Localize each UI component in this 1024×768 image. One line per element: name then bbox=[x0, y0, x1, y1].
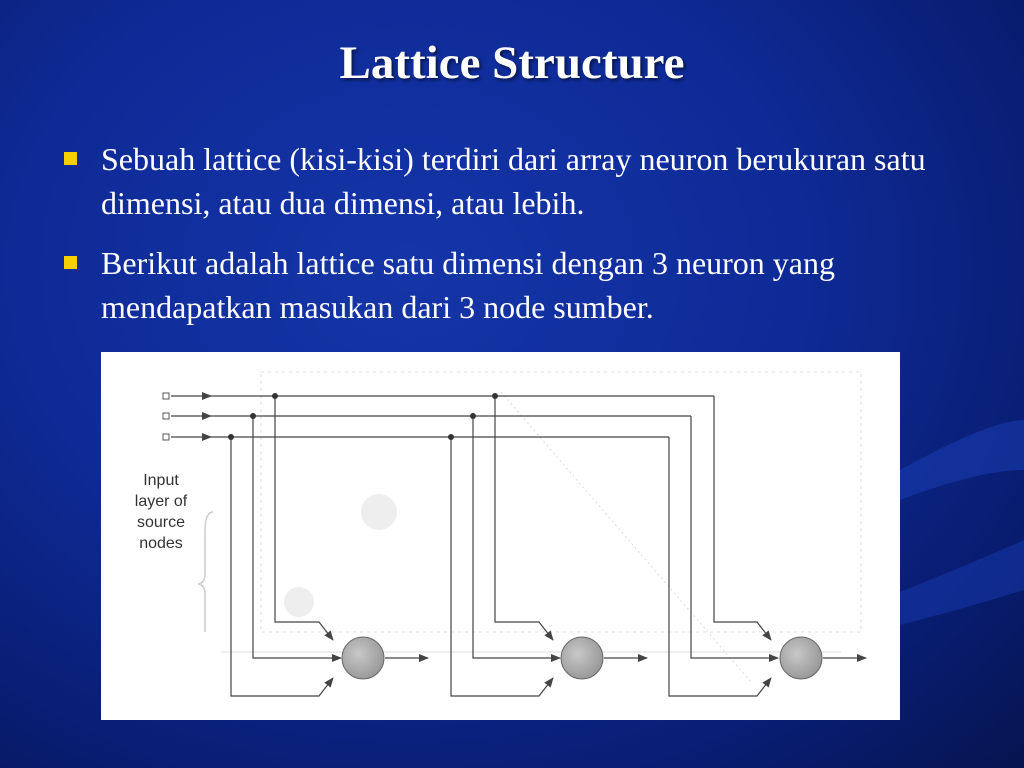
source-node bbox=[163, 393, 169, 399]
source-node bbox=[163, 413, 169, 419]
faint-background-marks bbox=[221, 372, 861, 682]
neuron bbox=[342, 637, 384, 679]
label-line: source bbox=[136, 514, 186, 531]
source-nodes bbox=[163, 393, 169, 440]
neuron bbox=[780, 637, 822, 679]
lattice-diagram-svg bbox=[101, 352, 900, 720]
input-layer-label bbox=[119, 470, 203, 554]
label-line: layer of bbox=[134, 493, 188, 510]
square-bullet-icon bbox=[64, 256, 77, 269]
label-line: nodes bbox=[139, 535, 183, 552]
square-bullet-icon bbox=[64, 152, 77, 165]
bullet-list bbox=[62, 137, 962, 345]
bullet-item bbox=[62, 137, 962, 225]
source-node bbox=[163, 434, 169, 440]
connection-lines bbox=[211, 396, 778, 696]
input-arrows bbox=[171, 396, 211, 437]
neuron bbox=[561, 637, 603, 679]
bullet-text: Sebuah lattice (kisi-kisi) terdiri dari array neuron berukuran satu dimensi, atau dua dimensi, atau lebih. bbox=[101, 141, 926, 221]
lattice-diagram bbox=[101, 352, 900, 720]
slide-title: Lattice Structure bbox=[339, 37, 685, 89]
bullet-text: Berikut adalah lattice satu dimensi dengan 3 neuron yang mendapatkan masukan dari 3 node sumber. bbox=[101, 245, 835, 325]
bullet-item bbox=[62, 241, 962, 329]
label-line: Input bbox=[143, 472, 179, 489]
